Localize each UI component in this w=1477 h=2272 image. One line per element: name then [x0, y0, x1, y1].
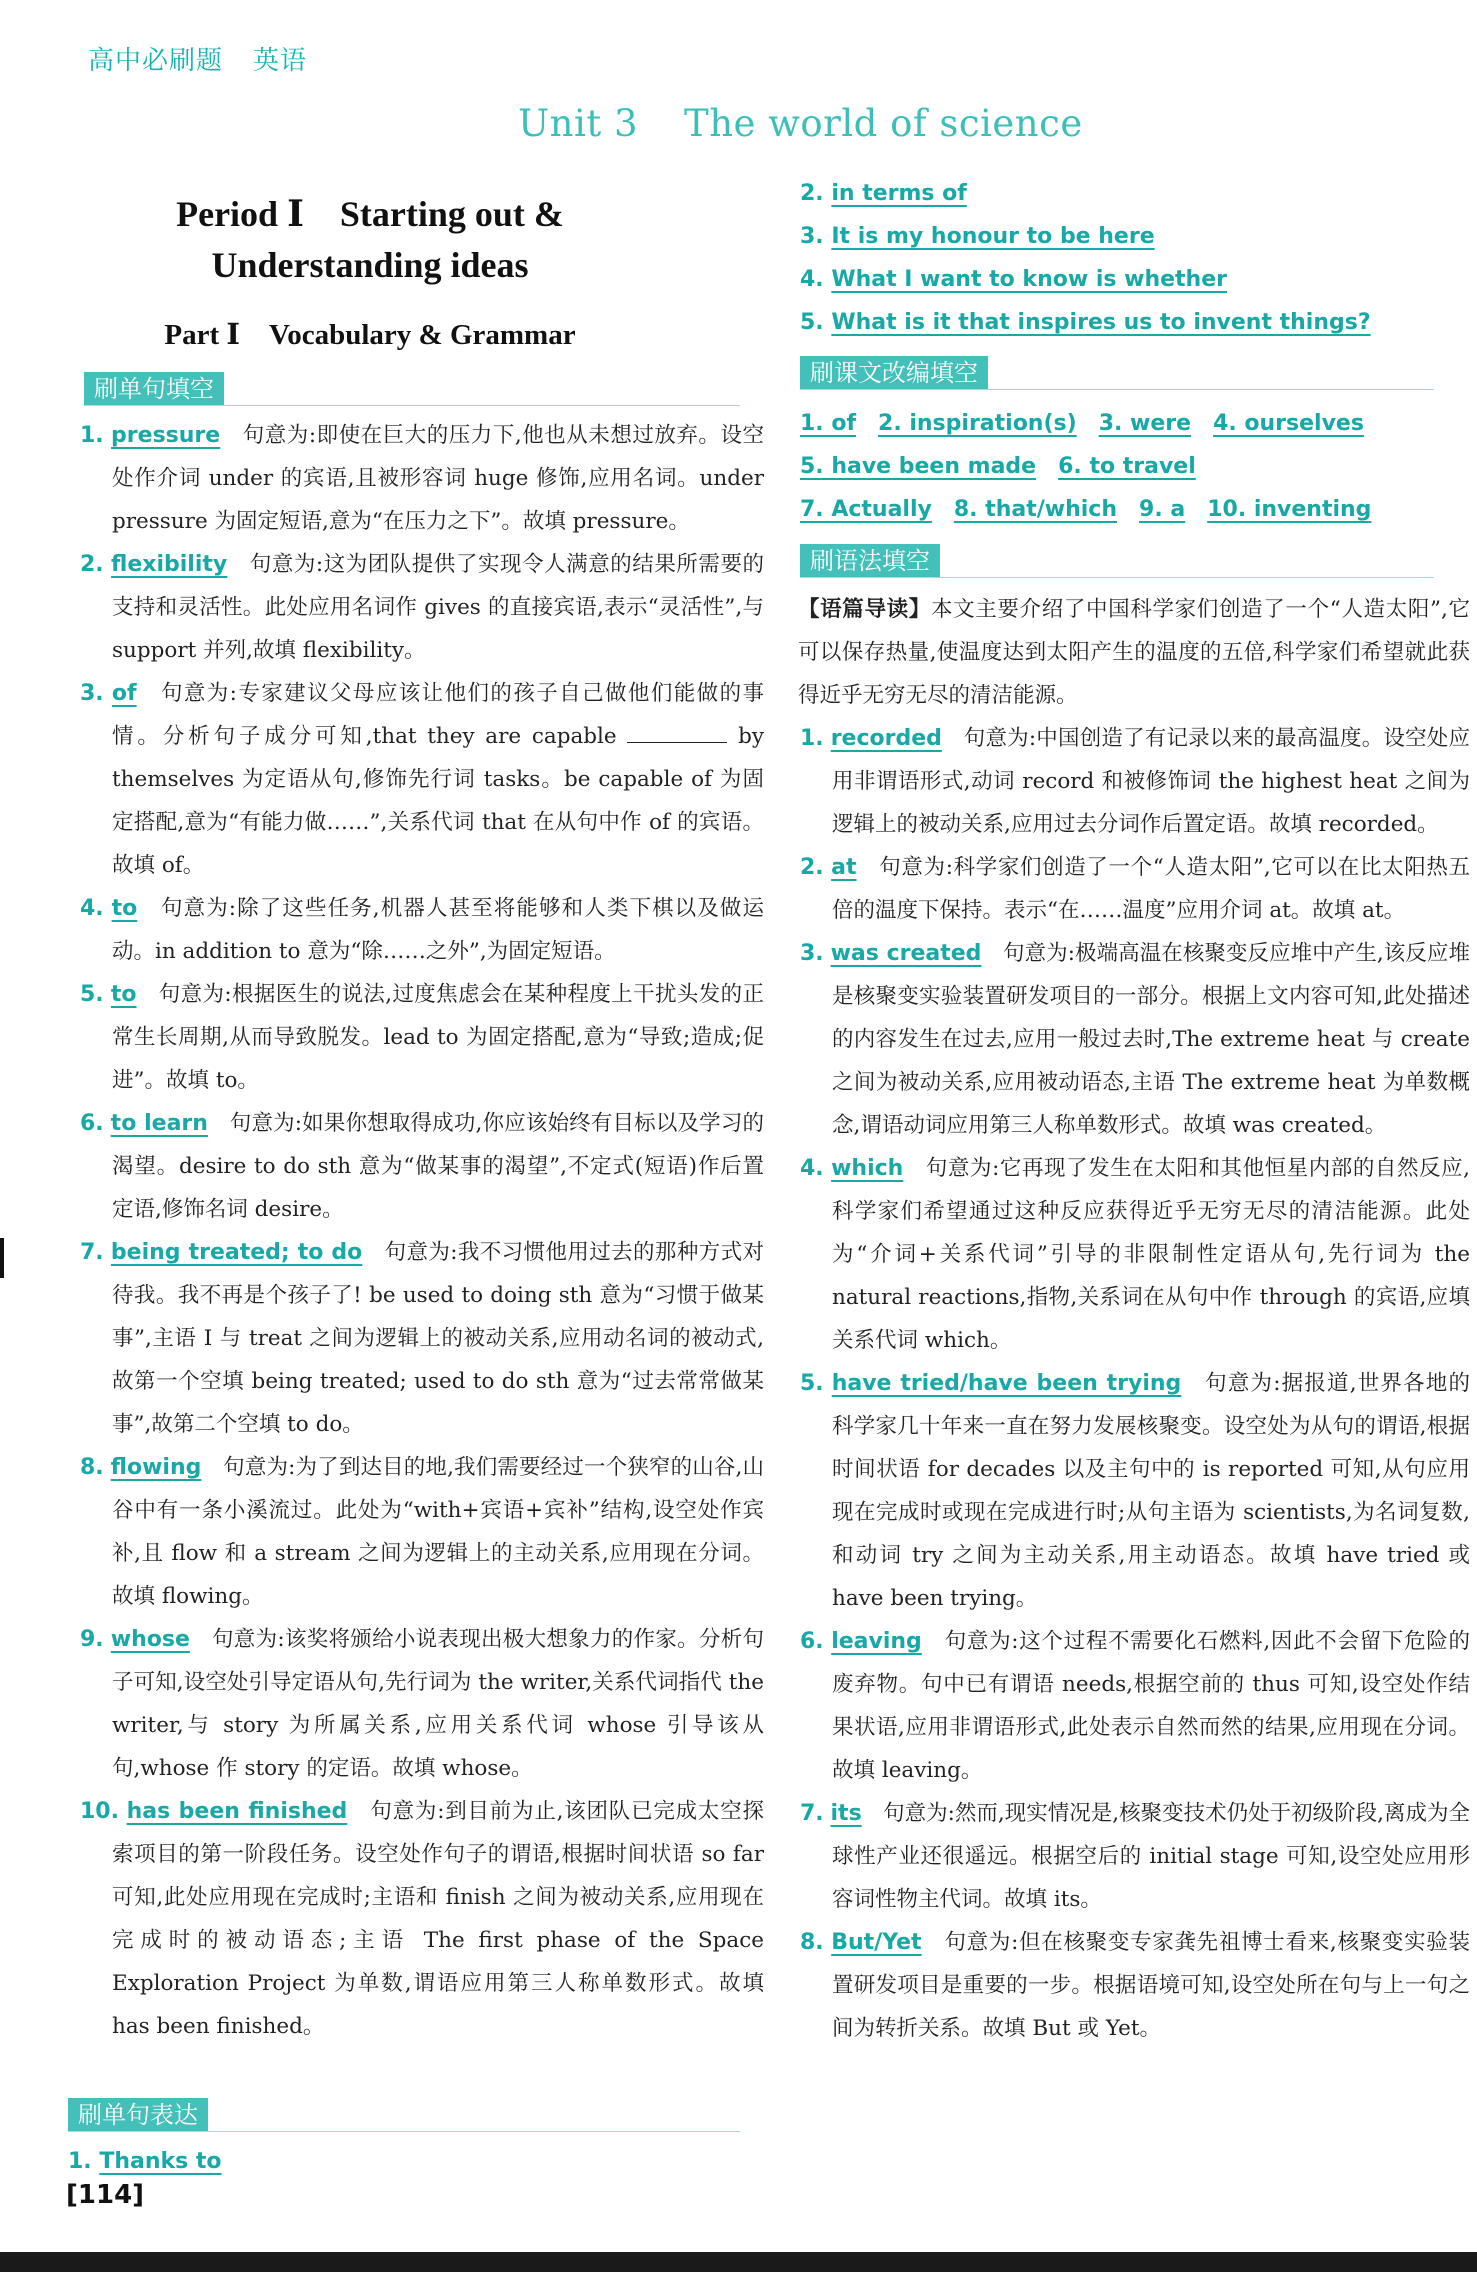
list-item: 3. of 句意为:专家建议父母应该让他们的孩子自己做他们能做的事情。分析句子成分可知,that they are capable by themselves 为定语从句,修饰先行词 tasks。be capable of 为固定搭配,意为“有能力做……”,关系代词 that 在从句中作 of 的宾语。故填 of。: [80, 681, 764, 878]
unit-name: The world of science: [684, 102, 1083, 145]
section-text-adapted-fill: [800, 356, 1434, 390]
right-column: [798, 588, 1470, 2050]
left-column: [78, 414, 764, 2048]
section-label: 刷课文改编填空: [800, 356, 988, 390]
list-item: 4. to 句意为:除了这些任务,机器人甚至将能够和人类下棋以及做运动。in addition to 意为“除……之外”,为固定短语。: [80, 896, 764, 964]
answer: recorded: [830, 726, 942, 751]
answer: at: [831, 855, 857, 880]
express-item: 4. What I want to know is whether: [800, 267, 1227, 292]
list-item: 10. has been finished 句意为:到目前为止,该团队已完成太空探索项目的第一阶段任务。设空处作句子的谓语,根据时间状语 so far 可知,此处应用现在完成时;主语和 finish 之间为被动关系,应用现在完成时的被动语态;主语 The first phase of the Space Exploration Project 为单数,谓语应用第三人称单数形式。故填 has been finished。: [80, 1799, 764, 2039]
passage-guide: 【语篇导读】本文主要介绍了中国科学家们创造了一个“人造太阳”,它可以保存热量,使温度达到太阳产生的温度的五倍,科学家们希望就此获得近乎无穷无尽的清洁能源。: [798, 597, 1470, 708]
section-rule: [68, 2131, 740, 2132]
list-item: 4. which 句意为:它再现了发生在太阳和其他恒星内部的自然反应,科学家们希望通过这种反应获得近乎无穷无尽的清洁能源。此处为“介词+关系代词”引导的非限制性定语从句,先行词为 the natural reactions,指物,关系词在从句中作 through 的宾语,应填关系代词 which。: [800, 1156, 1470, 1353]
answer: It is my honour to be here: [831, 224, 1155, 249]
answer: its: [830, 1801, 862, 1826]
express-item: 2. in terms of: [800, 181, 967, 206]
unit-number: Unit 3: [518, 102, 639, 145]
answer: in terms of: [831, 181, 967, 206]
answer: which: [831, 1156, 904, 1181]
margin-mark: [0, 1238, 4, 1278]
answer: to: [110, 982, 137, 1007]
guide-label: 【语篇导读】: [798, 597, 931, 622]
answer: whose: [110, 1627, 190, 1652]
answer: But/Yet: [831, 1930, 922, 1955]
express-continued: [800, 172, 1440, 344]
answer: Thanks to: [99, 2149, 222, 2174]
express-item: 3. It is my honour to be here: [800, 224, 1155, 249]
answer: What I want to know is whether: [831, 267, 1227, 292]
section-label: 刷单句填空: [84, 372, 224, 406]
period-title-line2: Understanding ideas: [211, 245, 529, 285]
part-title: Part Ⅰ Vocabulary & Grammar: [164, 319, 576, 351]
answer-row: 7. Actually 8. that/which 9. a 10. inventing: [800, 497, 1372, 522]
list-item: 1. recorded 句意为:中国创造了有记录以来的最高温度。设空处应用非谓语形式,动词 record 和被修饰词 the highest heat 之间为逻辑上的被动关系,应用过去分词作后置定语。故填 recorded。: [800, 726, 1470, 837]
section-single-sentence-express: [68, 2098, 740, 2132]
section-single-sentence-fill: [84, 372, 740, 406]
answer: flexibility: [111, 552, 228, 577]
list-item: 5. to 句意为:根据医生的说法,过度焦虑会在某种程度上干扰头发的正常生长周期,从而导致脱发。lead to 为固定搭配,意为“导致;造成;促进”。故填 to。: [80, 982, 764, 1093]
answer: flowing: [110, 1455, 202, 1480]
period-title-line1: Period Ⅰ Starting out &: [176, 194, 564, 234]
list-item: 2. flexibility 句意为:这为团队提供了实现令人满意的结果所需要的支持和灵活性。此处应用名词作 gives 的直接宾语,表示“灵活性”,与 support 并列,故填 flexibility。: [80, 552, 764, 663]
answer-row: 5. have been made 6. to travel: [800, 454, 1196, 479]
answer: being treated; to do: [110, 1240, 363, 1265]
list-item: 9. whose 句意为:该奖将颁给小说表现出极大想象力的作家。分析句子可知,设空处引导定语从句,先行词为 the writer,关系代词指代 the writer,与 story 为所属关系,应用关系代词 whose 引导该从句,whose 作 story 的定语。故填 whose。: [80, 1627, 764, 1781]
page-number: [114]: [66, 2180, 145, 2210]
list-item: 1. pressure 句意为:即使在巨大的压力下,他也从未想过放弃。设空处作介词 under 的宾语,且被形容词 huge 修饰,应用名词。under pressure 为固定短语,意为“在压力之下”。故填 pressure。: [80, 423, 764, 534]
list-item: 6. leaving 句意为:这个过程不需要化石燃料,因此不会留下危险的废弃物。句中已有谓语 needs,根据空前的 thus 可知,设空处作结果状语,应用非谓语形式,此处表示自然而然的结果,应用现在分词。故填 leaving。: [800, 1629, 1470, 1783]
answer: leaving: [831, 1629, 922, 1654]
section-rule: [800, 577, 1434, 578]
section-label: 刷单句表达: [68, 2098, 208, 2132]
answer: of: [111, 681, 137, 706]
section-rule: [800, 389, 1434, 390]
answer: pressure: [111, 423, 221, 448]
list-item: 2. at 句意为:科学家们创造了一个“人造太阳”,它可以在比太阳热五倍的温度下保持。表示“在……温度”应用介词 at。故填 at。: [800, 855, 1470, 923]
answer: has been finished: [126, 1799, 348, 1824]
answer: have tried/have been trying: [831, 1371, 1182, 1396]
bottom-edge-band: [0, 2252, 1477, 2272]
section-grammar-fill: [800, 544, 1434, 578]
section-rule: [84, 405, 740, 406]
book-title: 高中必刷题: [88, 46, 224, 76]
answer-row: 1. of 2. inspiration(s) 3. were 4. ourselves: [800, 411, 1364, 436]
list-item: 8. flowing 句意为:为了到达目的地,我们需要经过一个狭窄的山谷,山谷中有一条小溪流过。此处为“with+宾语+宾补”结构,设空处作宾补,且 flow 和 a stream 之间为逻辑上的主动关系,应用现在分词。故填 flowing。: [80, 1455, 764, 1609]
list-item: 5. have tried/have been trying 句意为:据报道,世界各地的科学家几十年来一直在努力发展核聚变。设空处为从句的谓语,根据时间状语 for decades 以及主句中的 is reported 可知,从句应用现在完成时或现在完成进行时;从句主语为 scientists,为名词复数,和动词 try 之间为主动关系,用主动语态。故填 have tried 或 have been trying。: [800, 1371, 1470, 1611]
section-label: 刷语法填空: [800, 544, 940, 578]
list-item: 6. to learn 句意为:如果你想取得成功,你应该始终有目标以及学习的渴望。desire to do sth 意为“做某事的渴望”,不定式(短语)作后置定语,修饰名词 desire。: [80, 1111, 764, 1222]
list-item: 7. being treated; to do 句意为:我不习惯他用过去的那种方式对待我。我不再是个孩子了! be used to doing sth 意为“习惯于做某事”,主语 I 与 treat 之间为逻辑上的被动关系,应用动名词的被动式,故第一个空填 being treated; used to do sth 意为“过去常常做某事”,故第二个空填 to do。: [80, 1240, 764, 1437]
answer: was created: [830, 941, 982, 966]
blank-line: [627, 724, 727, 743]
answer: to learn: [110, 1111, 208, 1136]
express-item-1: 1. Thanks to: [68, 2149, 222, 2174]
list-item: 3. was created 句意为:极端高温在核聚变反应堆中产生,该反应堆是核聚变实验装置研发项目的一部分。根据上文内容可知,此处描述的内容发生在过去,应用一般过去时,The extreme heat 与 create 之间为被动关系,应用被动语态,主语 The extreme heat 为单数概念,谓语动词应用第三人称单数形式。故填 was created。: [800, 941, 1470, 1138]
unit-title: [518, 102, 1129, 145]
list-item: 8. But/Yet 句意为:但在核聚变专家龚先祖博士看来,核聚变实验装置研发项目是重要的一步。根据语境可知,设空处所在句与上一句之间为转折关系。故填 But 或 Yet。: [800, 1930, 1470, 2041]
running-header: [88, 40, 337, 77]
subject-label: 英语: [253, 46, 308, 76]
list-item: 7. its 句意为:然而,现实情况是,核聚变技术仍处于初级阶段,离成为全球性产业还很遥远。根据空后的 initial stage 可知,设空处应用形容词性物主代词。故填 its。: [800, 1801, 1470, 1912]
answer: to: [111, 896, 138, 921]
answer: What is it that inspires us to invent things?: [831, 310, 1371, 335]
text-fill-answers: [800, 402, 1440, 531]
express-item: 5. What is it that inspires us to invent things?: [800, 310, 1371, 335]
